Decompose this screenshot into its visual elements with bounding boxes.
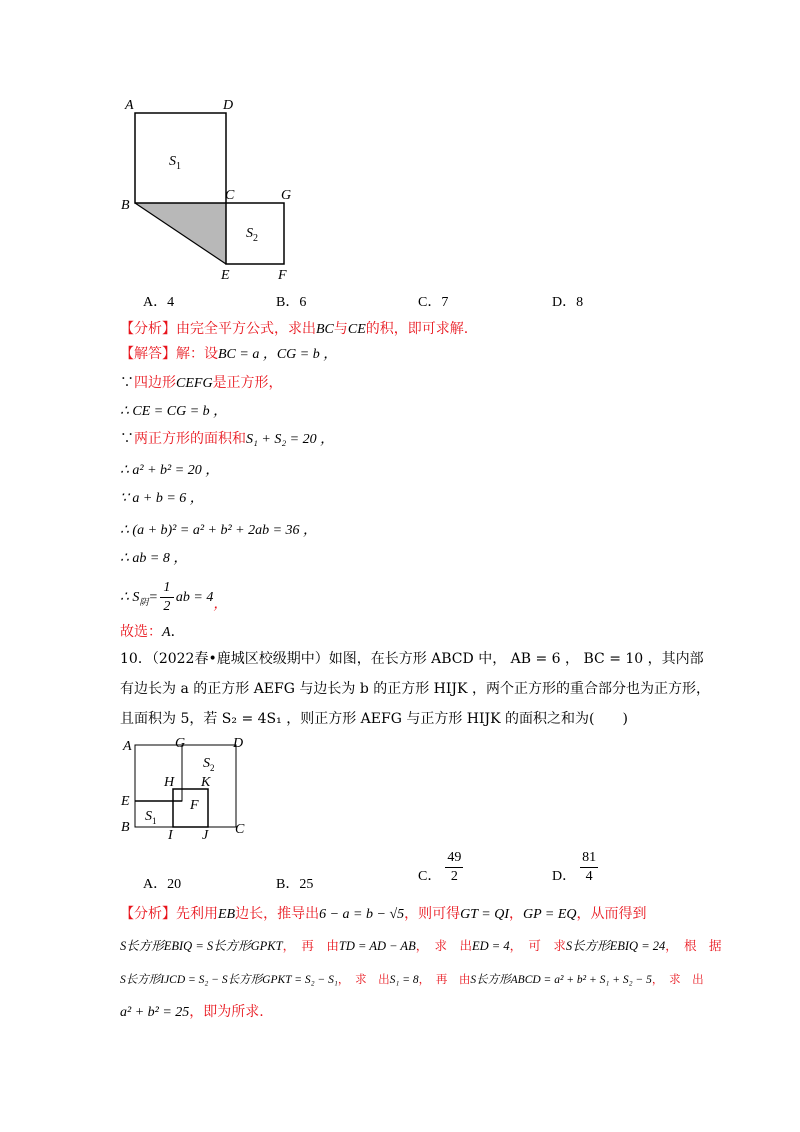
- label-e: E: [121, 794, 130, 809]
- label-s1: $S_1$: [145, 809, 157, 826]
- label-f: F: [190, 798, 199, 813]
- q10-option-a: A．20: [143, 877, 182, 892]
- analysis-text: 与: [333, 321, 348, 337]
- solution-line-4: ∵两正方形的面积和S₁ + S₂ = 20 ，: [120, 431, 335, 447]
- var-bc: BC: [316, 322, 334, 337]
- analysis-tag: 【分析】: [120, 321, 176, 337]
- label-a: A: [123, 739, 132, 754]
- analysis10-line-3: S长方形IJCD = S₂ − S长方形GPKT = S₂ − S₁， 求 出S₁ = 8， 再 由S长方形ABCD = a² + b² + S₁ + S₂ − 5， 求 出: [120, 972, 704, 986]
- square-abcd: [135, 113, 226, 203]
- analysis10-line-1: 【分析】先利用EB边长，推导出6 − a = b − √5，则可得GT = QI，GP = EQ，从而得到: [120, 906, 647, 922]
- label-s1: $S_1$: [169, 154, 181, 172]
- analysis-text: 的积，即可求解.: [365, 321, 469, 337]
- figure-2: [115, 733, 265, 843]
- q10-line-1: 10．（2022春•鹿城区校级期中）如图，在长方形 ABCD 中， AB = 6 ， BC = 10 ，其内部: [120, 651, 704, 667]
- analysis-text: 由完全平方公式，求出: [176, 321, 316, 337]
- label-g: G: [175, 736, 186, 751]
- label-f: F: [278, 268, 287, 283]
- var-ce: CE: [347, 322, 366, 337]
- solution-line-3: ∴ CE = CG = b ，: [120, 404, 228, 419]
- q10-option-d: D． $\frac{81}{4}$: [552, 850, 597, 884]
- label-h: H: [164, 775, 175, 790]
- answer-9: 故选：A．: [120, 624, 185, 640]
- q10-option-b: B．25: [276, 877, 314, 892]
- overlap-square: [173, 789, 182, 801]
- solution-line-8: ∴ ab = 8 ，: [120, 551, 188, 566]
- label-c: C: [235, 822, 245, 837]
- solution-line-6: ∵ a + b = 6 ，: [120, 491, 204, 506]
- label-b: B: [121, 820, 130, 835]
- label-d: D: [233, 736, 244, 751]
- analysis-9: [120, 320, 468, 339]
- analysis10-line-4: a² + b² = 25，即为所求.: [120, 1004, 264, 1020]
- label-d: D: [223, 98, 234, 113]
- analysis10-line-2: S长方形EBIQ = S长方形GPKT， 再 由TD = AD − AB， 求 出ED = 4， 可 求S长方形EBIQ = 24， 根 据: [120, 938, 722, 953]
- q10-line-3: 且面积为 5，若 S₂ = 4S₁ ，则正方形 AEFG 与正方形 HIJK 的面积之和为( ): [120, 711, 628, 727]
- label-g: G: [281, 188, 292, 203]
- q10-option-c: C． $\frac{49}{2}$: [418, 850, 462, 884]
- label-j: J: [202, 828, 209, 843]
- option-d: D．8: [552, 295, 584, 310]
- label-e: E: [221, 268, 230, 283]
- label-s2: $S_2$: [203, 756, 215, 773]
- label-b: B: [121, 198, 130, 213]
- label-a: A: [125, 98, 134, 113]
- label-c: C: [225, 188, 235, 203]
- figure-1: [115, 95, 315, 285]
- option-c: C．7: [418, 295, 449, 310]
- solution-line-2: ∵四边形CEFG是正方形，: [120, 375, 283, 391]
- solution-line-5: ∴ a² + b² = 20 ，: [120, 463, 220, 478]
- label-i: I: [168, 828, 173, 843]
- solution-line-7: ∴ (a + b)² = a² + b² + 2ab = 36 ，: [120, 523, 318, 538]
- option-a: A．4: [143, 295, 175, 310]
- solution-line-9: ∴ S 阴 = $\frac{1}{2}$ ab = 4 ，: [120, 580, 228, 614]
- option-b: B．6: [276, 295, 307, 310]
- solution-line-1: 【解答】解：设BC = a ，CG = b ，: [120, 346, 338, 362]
- q10-line-2: 有边长为 a 的正方形 AEFG 与边长为 b 的正方形 HIJK ，两个正方形的重合部分也为正方形，: [120, 681, 710, 697]
- label-k: K: [201, 775, 211, 790]
- label-s2: $S_2$: [246, 226, 258, 244]
